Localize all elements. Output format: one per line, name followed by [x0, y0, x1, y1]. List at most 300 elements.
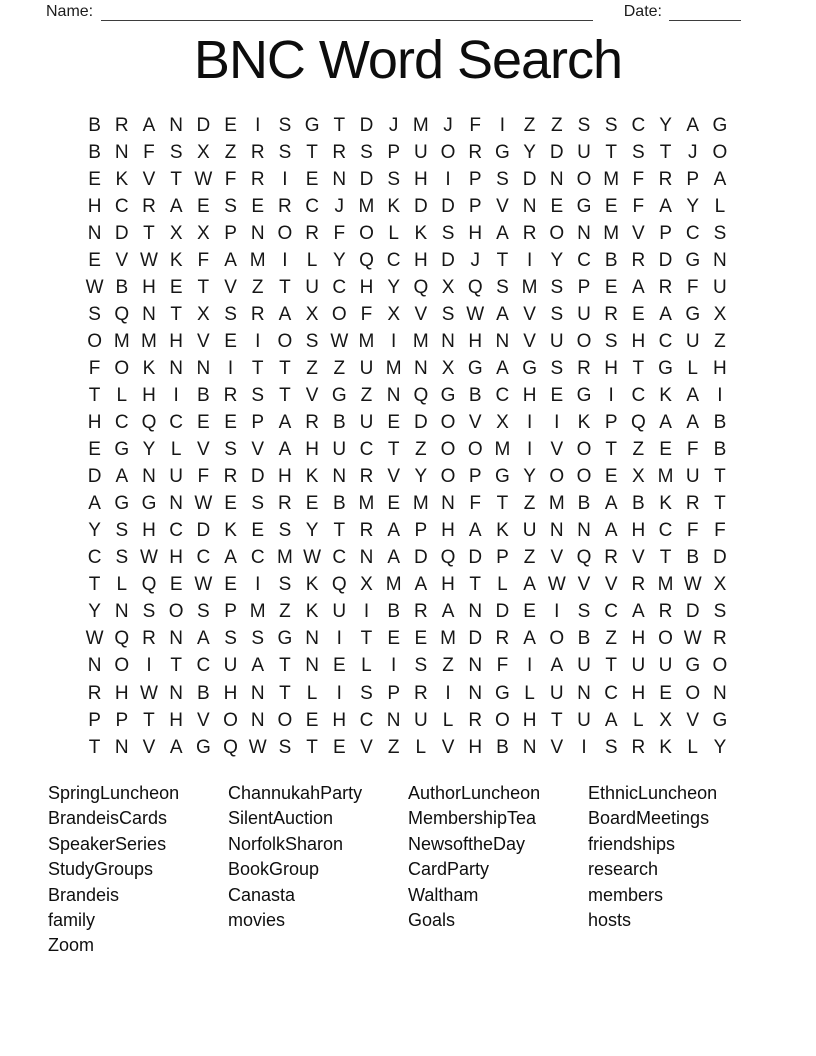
- name-label: Name:: [46, 3, 94, 20]
- grid-letter: G: [304, 114, 320, 136]
- grid-letter: P: [251, 412, 265, 434]
- grid-letter: H: [631, 520, 646, 542]
- grid-letter: S: [278, 141, 292, 163]
- grid-letter: H: [468, 736, 483, 758]
- grid-letter: U: [359, 412, 374, 434]
- grid-letter: G: [114, 493, 130, 515]
- grid-letter: R: [522, 222, 537, 244]
- grid-letter: A: [604, 493, 618, 515]
- grid-letter: P: [686, 168, 700, 190]
- grid-letter: V: [142, 168, 156, 190]
- grid-letter: Z: [523, 114, 536, 136]
- grid-letter: C: [87, 547, 102, 569]
- grid-letter: M: [249, 601, 266, 623]
- grid-letter: Y: [88, 601, 101, 623]
- grid-letter: V: [550, 439, 564, 461]
- grid-letter: D: [413, 195, 428, 217]
- grid-letter: U: [685, 466, 700, 488]
- grid-letter: H: [522, 709, 537, 731]
- grid-letter: S: [632, 141, 645, 163]
- grid-letter: A: [523, 628, 536, 650]
- grid-letter: Y: [387, 276, 400, 298]
- grid-letter: X: [659, 709, 672, 731]
- grid-letter: N: [87, 222, 102, 244]
- grid-letter: O: [712, 655, 728, 677]
- grid-letter: U: [413, 141, 428, 163]
- grid-letter: A: [169, 195, 183, 217]
- grid-letter: E: [88, 168, 101, 190]
- grid-letter: U: [713, 276, 727, 298]
- grid-letter: A: [142, 114, 156, 136]
- grid-letter: M: [385, 574, 402, 596]
- grid-letter: M: [603, 222, 620, 244]
- grid-letter: N: [169, 628, 184, 650]
- word-list-column: [408, 781, 588, 959]
- grid-letter: E: [632, 303, 645, 325]
- grid-letter: I: [499, 114, 506, 136]
- grid-letter: L: [170, 439, 182, 461]
- grid-letter: T: [605, 141, 617, 163]
- grid-letter: F: [714, 520, 726, 542]
- grid-letter: C: [196, 547, 211, 569]
- grid-letter: G: [658, 357, 673, 379]
- grid-letter: S: [115, 520, 129, 542]
- grid-letter: D: [468, 628, 483, 650]
- grid-letter: T: [496, 249, 509, 271]
- grid-letter: C: [359, 439, 374, 461]
- grid-letter: O: [549, 466, 565, 488]
- grid-letter: E: [251, 195, 265, 217]
- grid-letter: F: [469, 493, 482, 515]
- grid-letter: N: [114, 141, 129, 163]
- grid-letter: K: [305, 466, 319, 488]
- grid-letter: N: [250, 709, 265, 731]
- grid-letter: R: [142, 628, 156, 650]
- grid-letter: J: [334, 195, 345, 217]
- grid-letter: B: [577, 628, 591, 650]
- grid-letter: V: [305, 384, 319, 406]
- grid-letter: N: [441, 330, 455, 352]
- grid-letter: E: [332, 655, 346, 677]
- name-blank-line: [101, 3, 593, 21]
- grid-letter: T: [170, 303, 182, 325]
- grid-letter: B: [713, 439, 727, 461]
- grid-letter: S: [278, 736, 292, 758]
- grid-letter: C: [114, 195, 129, 217]
- grid-letter: Q: [630, 412, 646, 434]
- grid-letter: N: [549, 168, 564, 190]
- grid-letter: H: [631, 628, 646, 650]
- grid-letter: N: [522, 736, 537, 758]
- grid-letter: V: [496, 195, 509, 217]
- grid-letter: S: [224, 439, 237, 461]
- grid-letter: R: [713, 628, 727, 650]
- grid-letter: R: [604, 547, 619, 569]
- grid-letter: A: [414, 574, 428, 596]
- grid-letter: P: [468, 466, 482, 488]
- grid-letter: V: [142, 736, 156, 758]
- grid-letter: U: [169, 466, 184, 488]
- grid-letter: D: [87, 466, 102, 488]
- grid-letter: Y: [659, 114, 672, 136]
- grid-letter: N: [495, 330, 510, 352]
- grid-letter: N: [169, 682, 184, 704]
- grid-letter: X: [305, 303, 319, 325]
- grid-letter: W: [466, 303, 485, 325]
- grid-letter: I: [445, 168, 451, 190]
- grid-letter: O: [87, 330, 102, 352]
- grid-letter: Z: [523, 493, 536, 515]
- grid-letter: R: [413, 601, 428, 623]
- grid-letter: S: [550, 357, 564, 379]
- grid-letter: O: [223, 709, 238, 731]
- grid-letter: A: [278, 303, 292, 325]
- grid-letter: M: [657, 574, 674, 596]
- grid-letter: B: [632, 493, 645, 515]
- grid-letter: Z: [415, 439, 427, 461]
- grid-letter: Q: [359, 249, 374, 271]
- grid-letter: R: [278, 493, 292, 515]
- grid-letter: I: [391, 330, 397, 352]
- grid-letter: I: [146, 655, 152, 677]
- grid-letter: S: [360, 141, 373, 163]
- grid-letter: A: [169, 736, 183, 758]
- grid-letter: F: [632, 168, 645, 190]
- grid-letter: S: [197, 601, 210, 623]
- grid-letter: O: [168, 601, 184, 623]
- grid-letter: G: [440, 384, 456, 406]
- grid-letter: B: [332, 412, 346, 434]
- grid-letter: T: [279, 682, 291, 704]
- grid-letter: M: [276, 547, 293, 569]
- grid-letter: R: [142, 195, 156, 217]
- grid-letter: F: [686, 276, 699, 298]
- grid-letter: X: [441, 276, 455, 298]
- grid-letter: S: [414, 655, 428, 677]
- grid-letter: H: [631, 330, 646, 352]
- grid-letter: G: [331, 384, 347, 406]
- grid-letter: A: [632, 276, 645, 298]
- grid-letter: A: [659, 412, 672, 434]
- grid-letter: Q: [141, 412, 157, 434]
- grid-letter: T: [550, 709, 563, 731]
- grid-letter: N: [250, 222, 265, 244]
- grid-letter: Q: [331, 574, 347, 596]
- grid-letter: H: [169, 547, 184, 569]
- grid-letter: T: [143, 222, 155, 244]
- grid-letter: T: [279, 276, 291, 298]
- grid-letter: A: [496, 303, 509, 325]
- grid-letter: W: [303, 547, 322, 569]
- grid-letter: H: [604, 357, 619, 379]
- grid-letter: A: [632, 601, 645, 623]
- word-item: BookGroup: [228, 859, 320, 880]
- grid-letter: D: [250, 466, 265, 488]
- grid-letter: U: [305, 276, 319, 298]
- grid-letter: G: [141, 493, 157, 515]
- grid-letter: O: [685, 682, 701, 704]
- grid-letter: X: [197, 303, 210, 325]
- grid-letter: N: [577, 222, 591, 244]
- grid-letter: P: [468, 195, 482, 217]
- puzzle-title: BNC Word Search: [193, 30, 623, 90]
- grid-letter: S: [251, 493, 265, 515]
- grid-letter: D: [549, 141, 564, 163]
- grid-letter: W: [330, 330, 349, 352]
- grid-letter: J: [388, 114, 399, 136]
- grid-letter: E: [224, 493, 237, 515]
- grid-letter: O: [114, 655, 130, 677]
- grid-letter: M: [358, 493, 375, 515]
- grid-letter: H: [142, 520, 156, 542]
- grid-letter: U: [332, 439, 347, 461]
- grid-letter: R: [223, 466, 238, 488]
- grid-letter: B: [88, 114, 101, 136]
- grid-letter: R: [658, 276, 673, 298]
- grid-letter: F: [143, 141, 155, 163]
- grid-letter: A: [88, 493, 101, 515]
- grid-letter: C: [169, 412, 184, 434]
- grid-letter: E: [659, 682, 672, 704]
- grid-letter: N: [169, 493, 184, 515]
- grid-letter: S: [550, 303, 564, 325]
- grid-letter: A: [713, 168, 727, 190]
- grid-letter: D: [413, 412, 428, 434]
- grid-letter: R: [495, 628, 510, 650]
- grid-letter: I: [554, 601, 560, 623]
- grid-letter: C: [604, 682, 619, 704]
- grid-letter: R: [631, 736, 646, 758]
- grid-letter: W: [248, 736, 267, 758]
- grid-letter: E: [305, 168, 319, 190]
- grid-letter: N: [142, 303, 156, 325]
- grid-letter: I: [526, 655, 533, 677]
- grid-letter: Y: [142, 439, 156, 461]
- grid-letter: X: [197, 222, 210, 244]
- grid-letter: Q: [114, 628, 130, 650]
- grid-letter: V: [387, 466, 400, 488]
- grid-letter: B: [197, 682, 210, 704]
- grid-letter: P: [88, 709, 101, 731]
- grid-letter: Z: [714, 330, 726, 352]
- grid-letter: N: [114, 736, 129, 758]
- grid-letter: M: [358, 195, 375, 217]
- grid-letter: Z: [550, 114, 563, 136]
- grid-letter: A: [686, 114, 700, 136]
- grid-letter: I: [282, 168, 288, 190]
- grid-letter: Q: [576, 547, 592, 569]
- grid-letter: J: [687, 141, 698, 163]
- grid-letter: I: [581, 736, 587, 758]
- grid-letter: G: [495, 682, 510, 704]
- grid-letter: K: [659, 493, 672, 515]
- grid-letter: W: [683, 574, 702, 596]
- grid-letter: A: [523, 574, 536, 596]
- grid-letter: S: [251, 628, 265, 650]
- grid-letter: A: [659, 195, 672, 217]
- grid-letter: E: [387, 493, 400, 515]
- grid-letter: E: [305, 709, 319, 731]
- grid-letter: C: [604, 601, 619, 623]
- grid-letter: T: [170, 655, 182, 677]
- grid-letter: T: [306, 141, 318, 163]
- grid-letter: M: [358, 330, 375, 352]
- grid-letter: X: [387, 303, 400, 325]
- grid-letter: T: [170, 168, 182, 190]
- grid-letter: V: [604, 574, 618, 596]
- word-item: Goals: [408, 910, 456, 931]
- grid-letter: A: [387, 520, 400, 542]
- grid-letter: O: [440, 412, 456, 434]
- grid-letter: A: [468, 520, 482, 542]
- word-item: friendships: [588, 833, 676, 854]
- grid-letter: T: [659, 141, 672, 163]
- grid-letter: M: [412, 493, 429, 515]
- grid-letter: G: [467, 357, 483, 379]
- grid-letter: R: [631, 574, 646, 596]
- grid-letter: N: [305, 655, 319, 677]
- grid-letter: K: [305, 601, 319, 623]
- grid-letter: T: [88, 736, 101, 758]
- grid-letter: W: [140, 547, 158, 569]
- grid-letter: I: [282, 249, 288, 271]
- word-list-column: [48, 781, 228, 959]
- grid-letter: S: [496, 276, 509, 298]
- grid-letter: D: [468, 547, 483, 569]
- grid-letter: D: [413, 547, 428, 569]
- grid-letter: L: [714, 195, 726, 217]
- grid-letter: V: [197, 330, 210, 352]
- grid-letter: K: [659, 384, 672, 406]
- grid-letter: C: [658, 520, 673, 542]
- grid-letter: Q: [114, 303, 130, 325]
- grid-letter: H: [87, 412, 102, 434]
- grid-letter: C: [169, 520, 184, 542]
- grid-letter: U: [413, 709, 428, 731]
- grid-letter: T: [387, 439, 400, 461]
- grid-letter: E: [224, 330, 237, 352]
- grid-letter: H: [441, 574, 455, 596]
- grid-letter: C: [631, 384, 646, 406]
- grid-letter: C: [332, 547, 347, 569]
- grid-letter: S: [441, 222, 455, 244]
- grid-letter: N: [142, 466, 156, 488]
- grid-letter: A: [224, 249, 237, 271]
- grid-letter: Y: [686, 195, 700, 217]
- grid-letter: O: [576, 439, 592, 461]
- grid-letter: P: [659, 222, 672, 244]
- grid-letter: U: [577, 303, 591, 325]
- grid-letter: I: [336, 628, 342, 650]
- grid-letter: E: [197, 412, 210, 434]
- grid-letter: F: [197, 249, 210, 271]
- grid-letter: C: [577, 249, 591, 271]
- grid-letter: N: [413, 357, 428, 379]
- grid-letter: E: [169, 276, 183, 298]
- grid-letter: A: [278, 439, 292, 461]
- grid-letter: H: [359, 276, 374, 298]
- grid-letter: O: [549, 628, 565, 650]
- grid-letter: A: [604, 709, 618, 731]
- grid-letter: D: [441, 195, 455, 217]
- grid-letter: R: [250, 168, 265, 190]
- grid-letter: H: [114, 682, 129, 704]
- grid-letter: N: [359, 547, 374, 569]
- grid-letter: N: [250, 682, 265, 704]
- grid-letter: N: [713, 682, 727, 704]
- grid-letter: N: [169, 357, 184, 379]
- grid-letter: G: [712, 114, 728, 136]
- grid-letter: B: [88, 141, 101, 163]
- grid-letter: Z: [279, 601, 291, 623]
- grid-letter: Z: [360, 384, 373, 406]
- grid-letter: Q: [141, 574, 157, 596]
- grid-letter: D: [196, 520, 211, 542]
- grid-letter: G: [495, 466, 510, 488]
- grid-letter: O: [576, 168, 592, 190]
- grid-letter: O: [359, 222, 374, 244]
- word-item: Brandeis: [48, 884, 120, 905]
- grid-letter: I: [526, 412, 533, 434]
- grid-letter: L: [306, 249, 318, 271]
- grid-letter: D: [522, 168, 537, 190]
- grid-letter: T: [306, 736, 318, 758]
- grid-letter: Z: [523, 547, 536, 569]
- grid-letter: Y: [332, 249, 346, 271]
- grid-letter: I: [445, 682, 451, 704]
- grid-letter: T: [469, 574, 482, 596]
- word-item: CardParty: [408, 859, 490, 880]
- grid-letter: L: [388, 222, 399, 244]
- grid-letter: V: [360, 736, 373, 758]
- grid-letter: X: [713, 574, 727, 596]
- grid-letter: H: [468, 222, 483, 244]
- grid-letter: D: [658, 249, 673, 271]
- grid-letter: E: [604, 466, 618, 488]
- grid-letter: Q: [467, 276, 483, 298]
- grid-letter: F: [224, 168, 237, 190]
- grid-letter: F: [469, 114, 482, 136]
- grid-letter: B: [713, 412, 727, 434]
- grid-letter: O: [277, 222, 293, 244]
- grid-letter: L: [687, 736, 698, 758]
- grid-letter: Y: [88, 520, 101, 542]
- grid-letter: J: [470, 249, 480, 271]
- grid-letter: B: [332, 493, 346, 515]
- grid-letter: F: [360, 303, 373, 325]
- grid-letter: T: [605, 439, 617, 461]
- grid-letter: S: [88, 303, 101, 325]
- grid-letter: U: [685, 330, 700, 352]
- grid-letter: O: [277, 709, 293, 731]
- grid-letter: A: [550, 655, 564, 677]
- grid-letter: A: [278, 412, 292, 434]
- grid-letter: K: [305, 574, 319, 596]
- grid-letter: B: [686, 547, 700, 569]
- word-item: family: [48, 910, 96, 931]
- grid-letter: S: [305, 330, 319, 352]
- grid-letter: O: [277, 330, 293, 352]
- grid-letter: M: [548, 493, 565, 515]
- grid-letter: S: [115, 547, 129, 569]
- grid-letter: D: [441, 249, 455, 271]
- grid-letter: C: [495, 384, 510, 406]
- grid-letter: H: [169, 709, 184, 731]
- grid-letter: L: [306, 682, 318, 704]
- grid-letter: H: [305, 439, 319, 461]
- grid-letter: S: [224, 195, 237, 217]
- grid-letter: O: [576, 466, 592, 488]
